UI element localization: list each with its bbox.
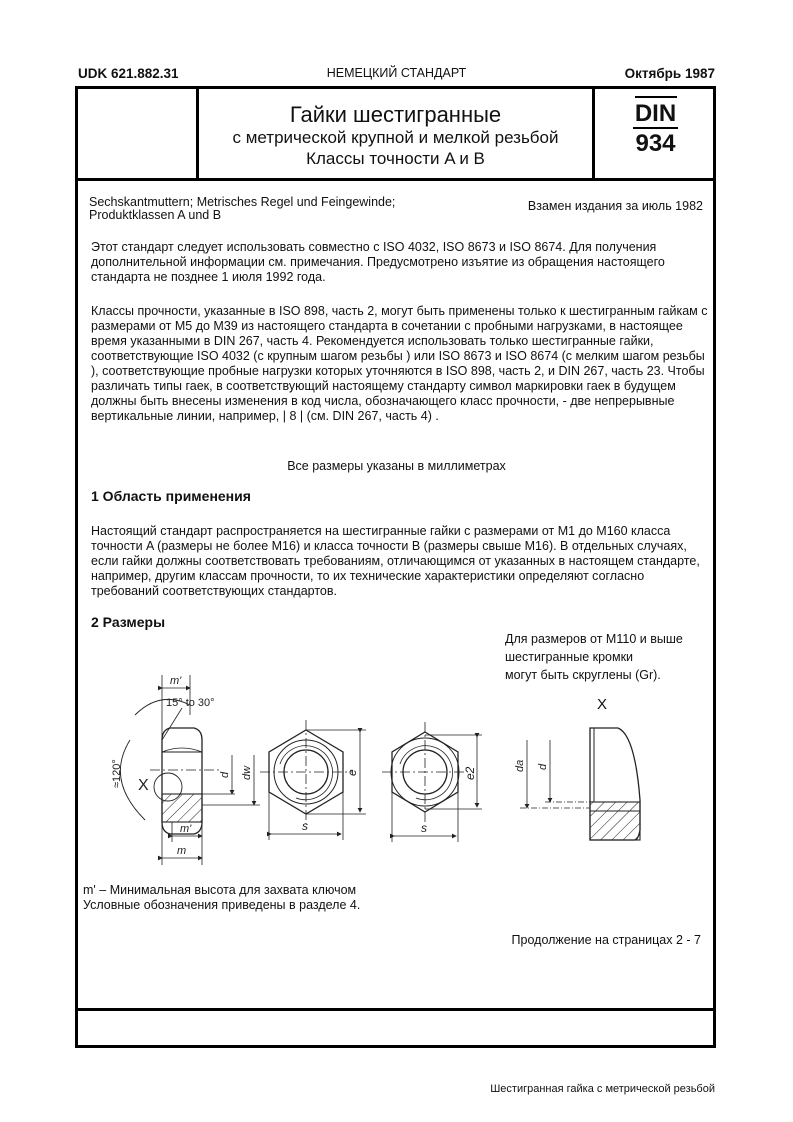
document-type: НЕМЕЦКИЙ СТАНДАРТ — [326, 66, 467, 80]
footer-divider — [75, 1008, 716, 1011]
label-m-prime-top: m' — [170, 675, 182, 687]
intro-paragraph-1: Этот стандарт следует использовать совместно с ISO 4032, ISO 8673 и ISO 8674. Для получения дополнительной информации см. примечания. Предусмотрено изъятие из обращения настоящего стандарта не позднее 1 июля 1992 года. — [91, 240, 665, 284]
german-title-line-2: Produktklassen A und B — [89, 208, 222, 222]
nut-technical-drawing — [90, 660, 710, 880]
detail-x-view — [520, 728, 640, 840]
label-m: m — [177, 845, 187, 857]
label-s-2: s — [421, 821, 427, 835]
note-line-1: Для размеров от M110 и выше — [505, 632, 683, 646]
intro-paragraph-2: Классы прочности, указанные в ISO 898, часть 2, могут быть применены только к шестигранным гайкам с размерами от M5 до M39 из настоящего стандарта в сочетании с пробными нагрузками, в настоящее время указанными в DIN 267, часть 4. Рекомендуется использовать только шестигранные гайки, соответствующие ISO 4032 (с крупным шагом резьбы ) или ISO 8673 и ISO 8674 (с мелким шагом резьбы ), соответствующие пробные нагрузки которых уточняются в ISO 898, часть 2, и DIN 267, часть 23. Чтобы различать типы гаек, в соответствующий настоящему стандарту символ маркировки гаек в будущем должны быть внесены изменения в код числа, обозначающего класс прочности, - две непрерывные вертикальные линии, например, | 8 | (см. DIN 267, часть 4) . — [91, 304, 708, 423]
continuation-note: Продолжение на страницах 2 - 7 — [511, 933, 701, 947]
standard-number-block — [595, 96, 716, 159]
din-overline — [635, 96, 677, 98]
label-d: d — [219, 771, 231, 778]
header-divider — [75, 178, 716, 181]
legend-line-1: m' – Минимальная высота для захвата ключом — [83, 883, 357, 897]
page-footer: Шестигранная гайка с метрической резьбой — [490, 1083, 715, 1095]
issue-date: Октябрь 1987 — [624, 66, 715, 81]
section-2-heading: 2 Размеры — [91, 614, 166, 630]
label-m-prime-bottom: m' — [180, 823, 192, 835]
note-line-3: могут быть скруглены (Gr). — [505, 668, 661, 682]
note-line-2: шестигранные кромки — [505, 650, 634, 664]
units-note: Все размеры указаны в миллиметрах — [287, 459, 506, 473]
legend-line-2: Условные обозначения приведены в разделе 4. — [83, 898, 361, 912]
german-title-line-1: Sechskantmuttern; Metrisches Regel und Feingewinde; — [89, 195, 396, 209]
symbol-legend — [83, 883, 360, 913]
label-e2: e2 — [463, 766, 477, 780]
label-e: e — [345, 769, 359, 776]
din-label: DIN — [634, 100, 677, 127]
label-da: da — [514, 759, 526, 772]
nut-front-view-e — [260, 720, 366, 840]
section-1-heading: 1 Область применения — [91, 488, 251, 504]
section-1-text: Настоящий стандарт распространяется на шестигранные гайки с размерами от M1 до M160 класса точности A (размеры не более M16) и класса точности B (размеры свыше M16). В отдельных случаях, если гайки должны соответствовать требованиям, отличающимся от указанных в настоящем стандарте, например, другим классам прочности, то их технические характеристики определяют согласно требований соответствующих стандартов. — [91, 524, 700, 598]
label-d-detail: d — [537, 763, 549, 770]
label-angle-120: ≈120° — [111, 759, 123, 788]
detail-x-title: X — [597, 696, 608, 713]
label-dw: dw — [241, 765, 253, 780]
label-detail-x: X — [138, 777, 149, 794]
title-line-2: с метрической крупной и мелкой резьбой — [232, 128, 559, 147]
replaces-edition: Взамен издания за июль 1982 — [527, 199, 703, 213]
page-title — [199, 104, 592, 169]
udk-code: UDK 621.882.31 — [78, 66, 179, 81]
label-chamfer-angle: 15° to 30° — [166, 697, 215, 709]
german-title — [89, 196, 489, 222]
din-number: 934 — [635, 130, 676, 157]
title-main: Гайки шестигранные — [289, 102, 502, 127]
label-s-1: s — [302, 819, 308, 833]
title-line-3: Классы точности A и B — [306, 149, 485, 168]
nut-front-view-e2 — [382, 722, 482, 842]
